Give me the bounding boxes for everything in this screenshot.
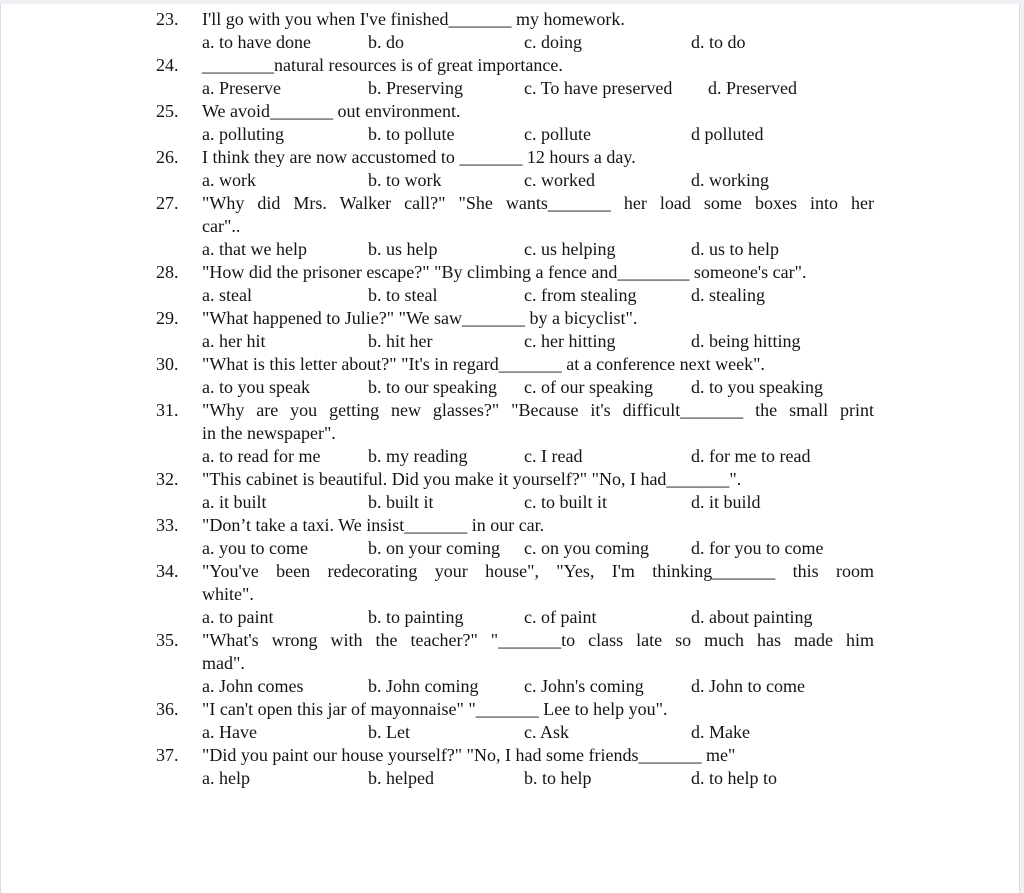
question-stem: "You've been redecorating your house", "Yes, I'm thinking_______ this room: [202, 561, 874, 581]
option-a: a. polluting: [202, 124, 284, 144]
question-stem: "What happened to Julie?" "We saw_______ by a bicyclist".: [202, 308, 638, 328]
option-c: c. worked: [524, 170, 595, 190]
option-b: b. my reading: [368, 446, 468, 466]
option-d: d. Preserved: [708, 78, 797, 98]
question-stem: "I can't open this jar of mayonnaise" "_______ Lee to help you".: [202, 699, 668, 719]
option-a: a. you to come: [202, 538, 308, 558]
document-page: [0, 4, 1020, 893]
question-number: 24.: [156, 55, 179, 75]
option-d: d. John to come: [691, 676, 805, 696]
question-number: 36.: [156, 699, 179, 719]
question-number: 30.: [156, 354, 179, 374]
question-number: 26.: [156, 147, 179, 167]
question-stem: I'll go with you when I've finished_______ my homework.: [202, 9, 625, 29]
question-stem: We avoid_______ out environment.: [202, 101, 461, 121]
option-c: c. to built it: [524, 492, 607, 512]
question-number: 37.: [156, 745, 179, 765]
option-c: c. of paint: [524, 607, 597, 627]
option-a: a. Preserve: [202, 78, 281, 98]
option-a: a. to you speak: [202, 377, 310, 397]
option-a: a. John comes: [202, 676, 304, 696]
option-a: a. steal: [202, 285, 252, 305]
option-d: d. working: [691, 170, 769, 190]
question-number: 33.: [156, 515, 179, 535]
option-c: c. Ask: [524, 722, 569, 742]
question-stem: I think they are now accustomed to _______ 12 hours a day.: [202, 147, 636, 167]
question-number: 28.: [156, 262, 179, 282]
option-b: b. John coming: [368, 676, 479, 696]
option-c: c. her hitting: [524, 331, 616, 351]
option-b: b. on your coming: [368, 538, 500, 558]
option-b: b. us help: [368, 239, 438, 259]
question-stem: "This cabinet is beautiful. Did you make it yourself?" "No, I had_______".: [202, 469, 742, 489]
question-stem: ________natural resources is of great importance.: [202, 55, 563, 75]
option-b: b. to work: [368, 170, 442, 190]
option-a: a. to read for me: [202, 446, 321, 466]
option-a: a. to paint: [202, 607, 274, 627]
option-a: a. work: [202, 170, 256, 190]
question-number: 27.: [156, 193, 179, 213]
option-a: a. it built: [202, 492, 267, 512]
option-c: c. I read: [524, 446, 583, 466]
option-d: d. being hitting: [691, 331, 801, 351]
option-b: b. to pollute: [368, 124, 455, 144]
question-number: 34.: [156, 561, 179, 581]
option-c: c. John's coming: [524, 676, 644, 696]
question-stem-continuation: white".: [202, 584, 254, 604]
question-stem: "How did the prisoner escape?" "By climbing a fence and________ someone's car".: [202, 262, 807, 282]
option-a: a. her hit: [202, 331, 266, 351]
question-number: 35.: [156, 630, 179, 650]
option-c: c. doing: [524, 32, 582, 52]
question-stem: "Did you paint our house yourself?" "No, I had some friends_______ me": [202, 745, 736, 765]
option-d: d. to do: [691, 32, 746, 52]
option-b: b. helped: [368, 768, 434, 788]
question-number: 25.: [156, 101, 179, 121]
option-d: d. Make: [691, 722, 750, 742]
option-b: b. hit her: [368, 331, 433, 351]
question-stem-continuation: car"..: [202, 216, 241, 236]
option-d: d. to you speaking: [691, 377, 823, 397]
option-a: a. that we help: [202, 239, 307, 259]
option-b: b. Preserving: [368, 78, 463, 98]
question-stem: "Don’t take a taxi. We insist_______ in our car.: [202, 515, 545, 535]
option-c: b. to help: [524, 768, 592, 788]
option-b: b. to painting: [368, 607, 464, 627]
option-b: b. built it: [368, 492, 434, 512]
question-stem: "Why are you getting new glasses?" "Because it's difficult_______ the small print: [202, 400, 874, 420]
question-stem: "What's wrong with the teacher?" "_______to class late so much has made him: [202, 630, 874, 650]
option-b: b. Let: [368, 722, 410, 742]
question-number: 29.: [156, 308, 179, 328]
option-a: a. to have done: [202, 32, 311, 52]
option-c: c. To have preserved: [524, 78, 673, 98]
option-a: a. help: [202, 768, 250, 788]
question-stem: "Why did Mrs. Walker call?" "She wants_______ her load some boxes into her: [202, 193, 874, 213]
question-stem: "What is this letter about?" "It's in regard_______ at a conference next week".: [202, 354, 765, 374]
option-c: c. on you coming: [524, 538, 649, 558]
question-number: 32.: [156, 469, 179, 489]
option-d: d. us to help: [691, 239, 779, 259]
question-stem-continuation: mad".: [202, 653, 245, 673]
option-b: b. to steal: [368, 285, 438, 305]
option-d: d polluted: [691, 124, 764, 144]
option-d: d. stealing: [691, 285, 765, 305]
option-d: d. for me to read: [691, 446, 811, 466]
option-d: d. to help to: [691, 768, 777, 788]
option-c: c. of our speaking: [524, 377, 653, 397]
option-d: d. it build: [691, 492, 761, 512]
option-c: c. pollute: [524, 124, 591, 144]
option-d: d. for you to come: [691, 538, 824, 558]
option-c: c. from stealing: [524, 285, 637, 305]
option-c: c. us helping: [524, 239, 616, 259]
option-b: b. do: [368, 32, 404, 52]
option-a: a. Have: [202, 722, 257, 742]
option-b: b. to our speaking: [368, 377, 497, 397]
option-d: d. about painting: [691, 607, 813, 627]
question-stem-continuation: in the newspaper".: [202, 423, 336, 443]
question-number: 23.: [156, 9, 179, 29]
question-number: 31.: [156, 400, 179, 420]
